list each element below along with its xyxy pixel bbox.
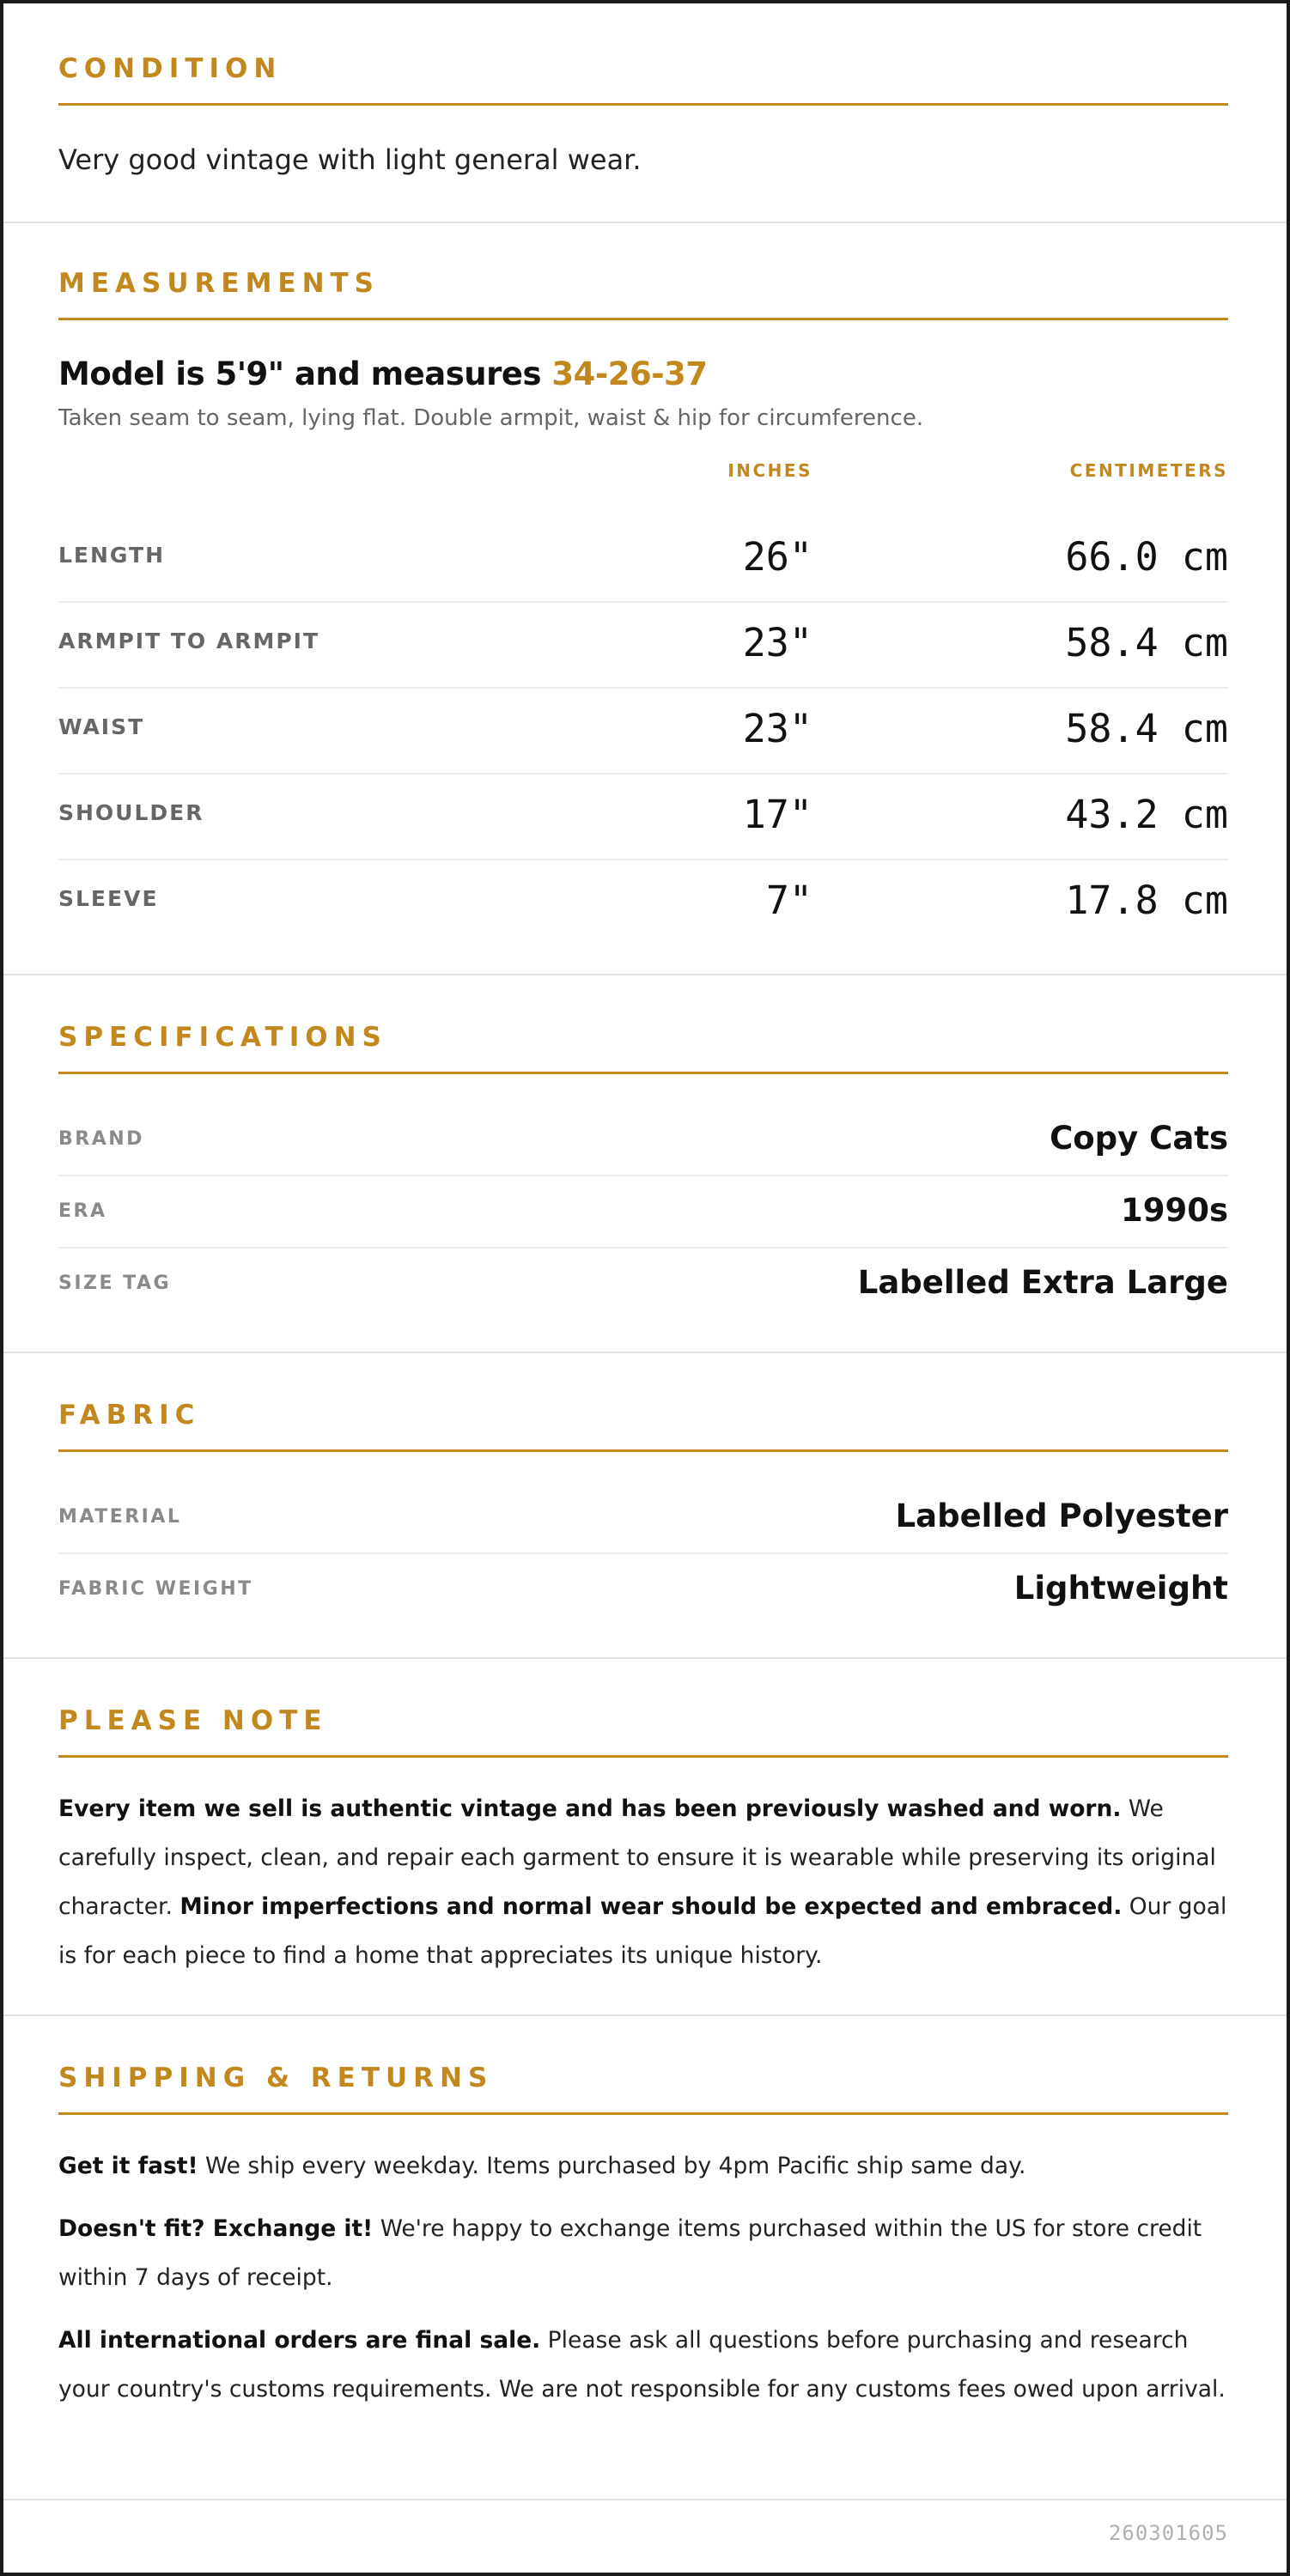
specifications-heading: SPECIFICATIONS (58, 1022, 387, 1053)
spec-row (58, 1176, 1228, 1249)
spec-label: ERA (58, 1200, 107, 1222)
measurement-cm: 17.8 cm (1065, 878, 1228, 923)
measurement-note: Taken seam to seam, lying flat. Double armpit, waist & hip for circumference. (58, 405, 924, 431)
heading-rule (58, 2112, 1228, 2115)
shipping-returns-section (3, 2016, 1287, 2500)
measurement-label: LENGTH (58, 543, 165, 568)
spec-value: Lightweight (1013, 1570, 1228, 1607)
measurement-row (58, 603, 1228, 689)
spec-value: 1990s (1120, 1192, 1228, 1229)
heading-rule (58, 318, 1228, 320)
please-note-section (3, 1659, 1287, 2016)
measurement-cm: 43.2 cm (1065, 792, 1228, 837)
measurement-label: ARMPIT TO ARMPIT (58, 629, 320, 653)
shipping-paragraph-exchange: Doesn't fit? Exchange it! We're happy to exchange items purchased within the US for store credit within 7 days of receipt. (58, 2215, 1202, 2291)
measurement-label: SHOULDER (58, 800, 204, 825)
specifications-section (3, 975, 1287, 1353)
please-note-text: Every item we sell is authentic vintage and has been previously washed and worn. We carefully inspect, clean, and repair each garment to ensure it is wearable while preserving its original character. Minor imperfections and normal wear should be expected and embraced. Our goal is for each piece to find a home that appreciates its unique history. (58, 1795, 1227, 1969)
heading-rule (58, 1072, 1228, 1074)
spec-row (58, 1554, 1228, 1626)
measurement-inches: 7" (765, 878, 812, 923)
column-header-centimeters: CENTIMETERS (1069, 460, 1228, 481)
measurement-cm: 58.4 cm (1065, 706, 1228, 751)
measurement-row (58, 775, 1228, 860)
measurement-row (58, 689, 1228, 775)
model-measures-value: 34-26-37 (551, 355, 708, 392)
column-header-inches: INCHES (727, 460, 812, 481)
measurement-inches: 17" (742, 792, 812, 837)
spec-row (58, 1104, 1228, 1176)
heading-rule (58, 1449, 1228, 1452)
spec-row (58, 1482, 1228, 1554)
please-note-heading: PLEASE NOTE (58, 1705, 328, 1736)
spec-value: Copy Cats (1050, 1120, 1228, 1157)
product-id: 260301605 (1108, 2521, 1228, 2545)
shipping-paragraph-fast: Get it fast! We ship every weekday. Items purchased by 4pm Pacific ship same day. (58, 2153, 1026, 2179)
fabric-section (3, 1353, 1287, 1659)
spec-label: BRAND (58, 1128, 144, 1150)
fabric-heading: FABRIC (58, 1400, 201, 1431)
measurement-label: WAIST (58, 714, 145, 739)
spec-label: MATERIAL (58, 1506, 182, 1528)
shipping-paragraph-international: All international orders are final sale. Please ask all questions before purchasing and research your country's customs requirements. We are not responsible for any customs fees owed upon arrival. (58, 2327, 1226, 2403)
measurements-section (3, 223, 1287, 975)
condition-heading: CONDITION (58, 53, 283, 84)
model-measurements: Model is 5'9" and measures 34-26-37 (58, 355, 708, 392)
measurement-inches: 23" (742, 620, 812, 665)
spec-label: FABRIC WEIGHT (58, 1578, 253, 1600)
measurements-heading: MEASUREMENTS (58, 268, 380, 299)
measurement-cm: 66.0 cm (1065, 534, 1228, 580)
heading-rule (58, 103, 1228, 106)
heading-rule (58, 1755, 1228, 1758)
condition-text: Very good vintage with light general wear. (58, 143, 642, 176)
spec-value: Labelled Extra Large (857, 1264, 1228, 1301)
measurement-inches: 26" (742, 534, 812, 580)
measurement-label: SLEEVE (58, 886, 159, 911)
spec-row (58, 1249, 1228, 1321)
condition-section (3, 3, 1287, 223)
measurement-cm: 58.4 cm (1065, 620, 1228, 665)
spec-label: SIZE TAG (58, 1273, 172, 1294)
measurement-row (58, 517, 1228, 603)
spec-value: Labelled Polyester (895, 1498, 1228, 1534)
shipping-heading: SHIPPING & RETURNS (58, 2063, 494, 2093)
measurement-row (58, 860, 1228, 946)
measurement-inches: 23" (742, 706, 812, 751)
